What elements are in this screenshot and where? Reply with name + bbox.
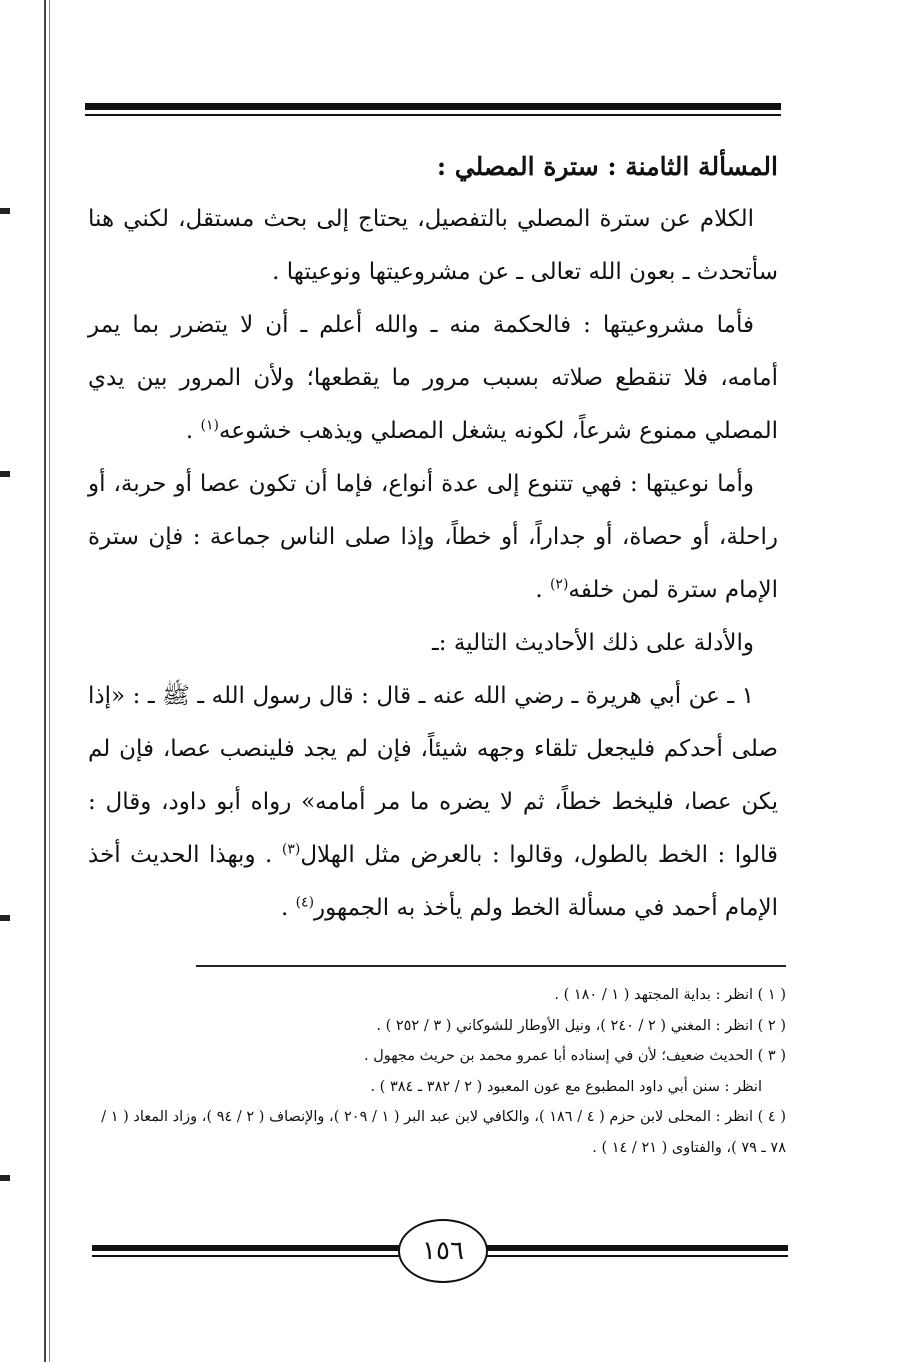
main-text: [88, 140, 778, 935]
header-rule-thick: [85, 103, 781, 110]
binding-edge-line: [44, 0, 46, 1362]
paragraph: والأدلة على ذلك الأحاديث التالية :ـ: [432, 630, 754, 656]
page-number: ١٥٦: [398, 1219, 488, 1283]
scan-edge-mark: [0, 471, 10, 477]
footnote: ( ١ ) انظر : بداية المجتهد ( ١ / ١٨٠ ) .: [554, 987, 786, 1003]
footnote-separator: [196, 965, 786, 967]
scan-edge-mark: [0, 208, 10, 214]
section-heading: المسألة الثامنة : سترة المصلي :: [436, 152, 778, 181]
scan-edge-mark: [0, 915, 10, 921]
footnotes: [96, 980, 786, 1163]
footnote: ( ٤ ) انظر : المحلى لابن حزم ( ٤ / ١٨٦ )، والكافي لابن عبد البر ( ١ / ٢٠٩ )، والإنصاف ( ٢ / ٩٤ )، وزاد المعاد ( ١ / ٧٨ ـ ٧٩ )، والفتاوى ( ٢١ / ١٤ ) .: [101, 1109, 786, 1156]
header-rule-thin: [85, 114, 781, 116]
binding-edge-line-inner: [49, 0, 50, 1362]
footnote: ( ٣ ) الحديث ضعيف؛ لأن في إسناده أبا عمرو محمد بن حريث مجهول .: [363, 1048, 786, 1064]
footnote: انظر : سنن أبي داود المطبوع مع عون المعبود ( ٢ / ٣٨٢ ـ ٣٨٤ ) .: [370, 1078, 762, 1095]
footnote-mark[interactable]: (٢): [549, 576, 569, 593]
paragraph: ١ ـ عن أبي هريرة ـ رضي الله عنه ـ قال : قال رسول الله ـ ﷺ ـ : «إذا صلى أحدكم فليجعل تلقاء وجهه شيئاً، فإن لم يجد فلينصب عصا، فإن لم يكن عصا، فليخط خطاً، ثم لا يضره ما مر أمامه» رواه أبو داود، وقال : قالوا : الخط بالطول، وقالوا : بالعرض مثل الهلال$^{(٣)}$ . وبهذا الحديث أخذ الإمام أحمد في مسألة الخط ولم يأخذ به الجمهور$^{(٤)}$ .: [88, 683, 778, 921]
footnote: ( ٢ ) انظر : المغني ( ٢ / ٢٤٠ )، ونيل الأوطار للشوكاني ( ٣ / ٢٥٢ ) .: [376, 1017, 786, 1034]
footnote-mark[interactable]: (٤): [295, 894, 315, 911]
paragraph: الكلام عن سترة المصلي بالتفصيل، يحتاج إلى بحث مستقل، لكني هنا سأتحدث ـ بعون الله تعالى ـ عن مشروعيتها ونوعيتها .: [88, 206, 778, 285]
footnote-mark[interactable]: (١): [200, 417, 219, 434]
paragraph: فأما مشروعيتها : فالحكمة منه ـ والله أعلم ـ أن لا يتضرر بما يمر أمامه، فلا تنقطع صلاته بسبب مرور ما يقطعها؛ ولأن المرور بين يدي المصلي ممنوع شرعاً، لكونه يشغل المصلي ويذهب خشوعه$^{(١)}$ .: [88, 312, 778, 444]
scan-edge-mark: [0, 1175, 10, 1181]
footnote-mark[interactable]: (٣): [281, 841, 301, 858]
paragraph: وأما نوعيتها : فهي تتنوع إلى عدة أنواع، فإما أن تكون عصا أو حربة، أو راحلة، أو حصاة، أو جداراً، أو خطاً، وإذا صلى الناس جماعة : فإن سترة الإمام سترة لمن خلفه$^{(٢)}$ .: [88, 471, 778, 603]
